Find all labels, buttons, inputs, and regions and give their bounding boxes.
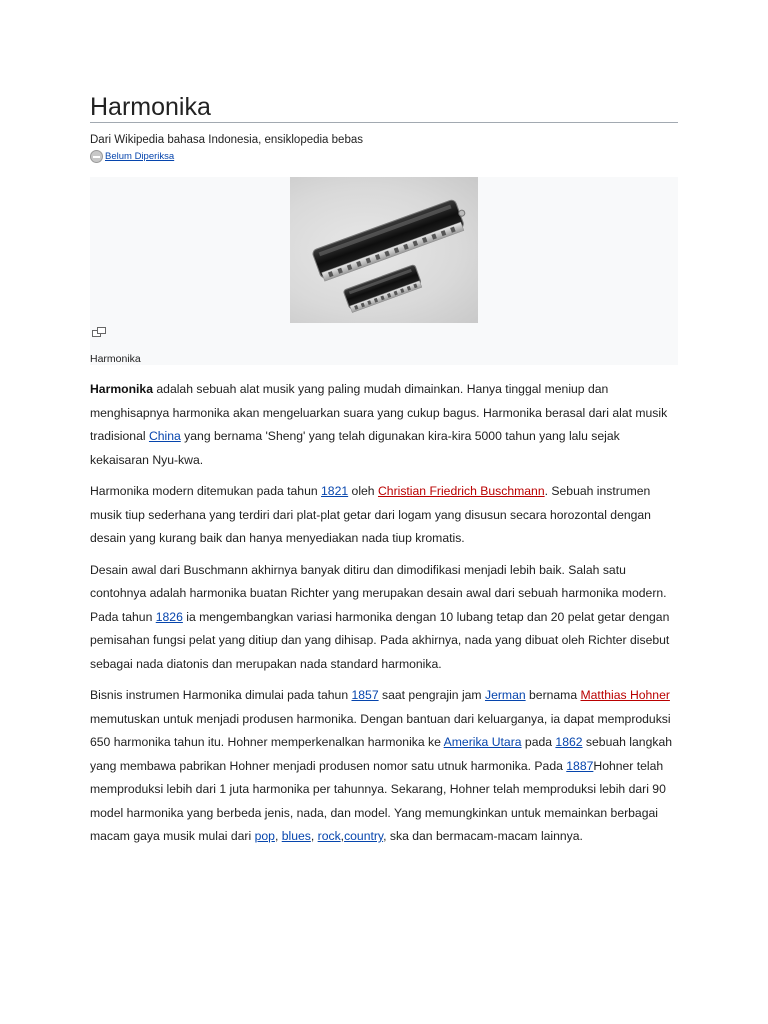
- paragraph-text: ,: [340, 829, 345, 843]
- figure-box: [90, 177, 678, 365]
- paragraph-text: ,: [310, 829, 318, 843]
- inline-link[interactable]: Amerika Utara: [443, 735, 522, 749]
- figure-caption: Harmonika: [90, 353, 141, 365]
- inline-link[interactable]: rock: [317, 829, 341, 843]
- inline-link[interactable]: pop: [254, 829, 275, 843]
- inline-link[interactable]: country: [344, 829, 384, 843]
- paragraph-text: memutuskan untuk menjadi produsen harmonika. Dengan bantuan dari keluarganya, ia dapat memproduksi 650 harmonika tahun itu. Hohner memperkenalkan harmonika ke: [90, 711, 671, 749]
- paragraph-text: pada: [521, 735, 556, 749]
- page-title: Harmonika: [90, 92, 678, 123]
- paragraph-text: ia mengembangkan variasi harmonika dengan 10 lubang tetap dan 20 pelat getar dengan pemisahan fungsi pelat yang ditiup dan yang dihisap. Pada akhirnya, nada yang dibuat oleh Richter disebut sebagai nada diatonis dan merupakan nada standard harmonika.: [90, 609, 670, 671]
- paragraph-text: Harmonika modern ditemukan pada tahun: [90, 484, 322, 498]
- paragraph-text: oleh: [348, 484, 378, 498]
- review-status: [90, 148, 174, 164]
- paragraph-text: Hohner telah memproduksi lebih dari 1 juta harmonika per tahunnya. Sekarang, Hohner telah memproduksi lebih dari 90 model harmonika yang berbeda jenis, nada, dan model. Yang memungkinkan untuk memainkan berbagai macam gaya musik mulai dari: [90, 758, 666, 843]
- magnify-icon[interactable]: [92, 327, 106, 337]
- site-tagline: Dari Wikipedia bahasa Indonesia, ensiklopedia bebas: [90, 134, 363, 146]
- harmonica-illustration: [290, 177, 478, 323]
- inline-link[interactable]: Matthias Hohner: [580, 688, 670, 702]
- inline-link[interactable]: 1887: [566, 758, 594, 773]
- inline-link[interactable]: 1826: [155, 609, 183, 624]
- inline-link[interactable]: 1857: [351, 688, 379, 702]
- paragraph-text: adalah sebuah alat musik yang paling mudah dimainkan. Hanya tinggal meniup dan menghisapnya harmonika akan mengeluarkan suara yang cukup bagus. Harmonika berasal dari alat musik tradisional: [90, 382, 668, 443]
- article-body: [90, 378, 680, 857]
- paragraph-text: sebuah langkah yang membawa pabrikan Hohner menjadi produsen nomor satu utnuk harmonika. Pada: [90, 735, 672, 773]
- paragraph-text: ,: [274, 829, 282, 843]
- inline-link[interactable]: 1862: [555, 735, 583, 749]
- unreviewed-icon: [90, 150, 103, 163]
- inline-link[interactable]: China: [148, 429, 181, 443]
- paragraph-text: yang bernama 'Sheng' yang telah digunakan kira-kira 5000 tahun yang lalu sejak kekaisaran Nyu-kwa.: [90, 429, 620, 467]
- bold-term: Harmonika: [90, 382, 153, 396]
- inline-link[interactable]: 1821: [321, 484, 349, 498]
- paragraph-text: bernama: [525, 688, 581, 702]
- paragraph: [90, 684, 680, 849]
- review-status-link[interactable]: Belum Diperiksa: [105, 150, 175, 162]
- paragraph-text: , ska dan bermacam-macam lainnya.: [383, 829, 583, 843]
- paragraph-text: Desain awal dari Buschmann akhirnya banyak ditiru dan dimodifikasi menjadi lebih baik. Salah satu contohnya adalah harmonika buatan Richter yang merupakan desain awal dari sebuah harmonika modern. Pada tahun: [90, 562, 667, 624]
- paragraph-text: Bisnis instrumen Harmonika dimulai pada tahun: [90, 688, 352, 702]
- inline-link[interactable]: Jerman: [484, 688, 526, 702]
- inline-link[interactable]: blues: [281, 829, 311, 843]
- inline-link[interactable]: Christian Friedrich Buschmann: [377, 484, 545, 498]
- paragraph: [90, 378, 680, 472]
- harmonica-photo[interactable]: [290, 177, 478, 323]
- paragraph: [90, 559, 680, 677]
- paragraph: [90, 480, 680, 551]
- paragraph-text: saat pengrajin jam: [378, 688, 485, 702]
- paragraph-text: . Sebuah instrumen musik tiup sederhana yang terdiri dari plat-plat getar dari logam yang disusun secara horozontal dengan desain yang kurang baik dan hanya menyediakan nada tiup kromatis.: [90, 484, 651, 545]
